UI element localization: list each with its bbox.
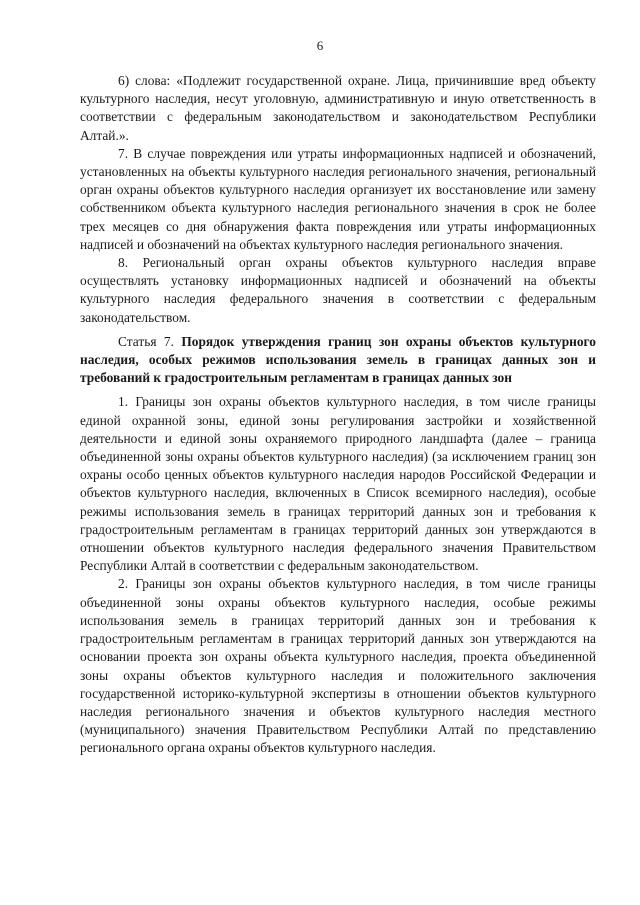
paragraph-point-8: 8. Региональный орган охраны объектов культурного наследия вправе осуществлять установку информационных надписей и обозначений на объекты культурного наследия федерального значения в соответствии с федеральным законодательством. [80,255,596,325]
document-body [80,72,596,758]
paragraph-article-point-2: 2. Границы зон охраны объектов культурного наследия, в том числе границы объединенной зоны охраны объектов культурного наследия, особые режимы использования земель в границах территорий данных зон и требования к градостроительным регламентам в границах территорий данных зон утверждаются на основании проекта зон охраны объекта культурного наследия, проекта объединенной зоны охраны объектов культурного наследия и положительного заключения государственной историко-культурной экспертизы в отношении объектов культурного наследия регионального значения и объектов культурного наследия местного (муниципального) значения Правительством Республики Алтай по представлению регионального органа охраны объектов культурного наследия. [80,576,596,756]
page-number: 6 [316,38,324,53]
paragraph-item-6: 6) слова: «Подлежит государственной охране. Лица, причинившие вред объекту культурного наследия, несут уголовную, административную и иную ответственность в соответствии с федеральным законодательством и законодательством Республики Алтай.». [80,73,596,143]
paragraph-point-7: 7. В случае повреждения или утраты информационных надписей и обозначений, установленных на объекты культурного наследия регионального значения, региональный орган охраны объектов культурного наследия организует их восстановление или замену собственником объекта культурного наследия регионального значения в срок не более трех месяцев со дня обнаружения факта повреждения или утраты информационных надписей и обозначений на объектах культурного наследия регионального значения. [80,145,596,252]
article-number: Статья 7. [118,333,182,349]
article-heading [80,333,596,388]
article-title: Порядок утверждения границ зон охраны объектов культурного наследия, особых режимов использования земель в границах данных зон и требований к градостроительным регламентам в границах данных зон [80,333,597,386]
paragraph-article-point-1: 1. Границы зон охраны объектов культурного наследия, в том числе границы единой охранной зоны, единой зоны регулирования застройки и хозяйственной деятельности и единой зоны охраняемого природного ландшафта (далее – граница объединенной зоны охраны объектов культурного наследия) (за исключением границ зон охраны особо ценных объектов культурного наследия народов Российской Федерации и объектов культурного наследия, включенных в Список всемирного наследия), особые режимы использования земель в границах территорий данных зон и требования к градостроительным регламентам в границах территорий данных зон утверждаются в отношении объектов культурного наследия федерального значения Правительством Республики Алтай в соответствии с федеральным законодательством. [80,394,596,574]
